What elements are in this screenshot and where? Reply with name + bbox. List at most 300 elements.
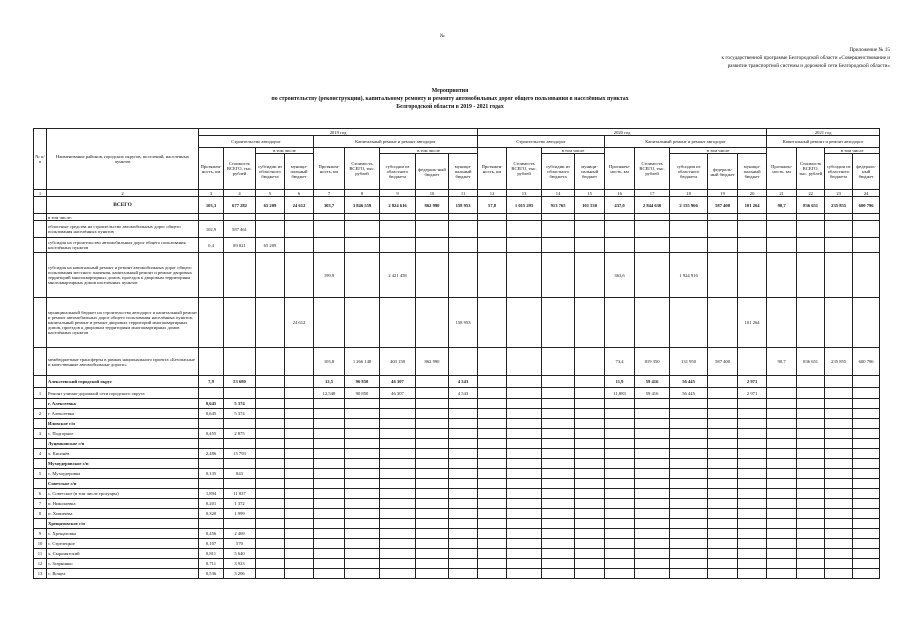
value-cell	[738, 539, 767, 549]
value-cell	[256, 559, 285, 569]
value-cell	[416, 459, 449, 469]
value-cell	[575, 509, 605, 519]
value-cell	[853, 214, 880, 221]
value-cell	[670, 479, 708, 489]
value-cell	[853, 569, 880, 579]
value-cell	[670, 419, 708, 429]
table-row	[34, 376, 880, 388]
value-cell	[825, 429, 853, 439]
value-cell: 0,645	[199, 399, 224, 409]
value-cell	[825, 479, 853, 489]
row-number-cell: 10	[34, 539, 47, 549]
value-cell	[507, 559, 542, 569]
value-cell	[285, 519, 314, 529]
value-cell: 843	[224, 469, 256, 479]
value-cell	[542, 499, 575, 509]
row-name-cell: Иловское с/п	[47, 419, 199, 429]
table-row	[34, 569, 880, 579]
value-cell	[605, 439, 635, 449]
value-cell	[380, 419, 416, 429]
value-cell	[605, 238, 635, 253]
value-cell	[605, 399, 635, 409]
value-cell	[314, 238, 345, 253]
value-cell	[507, 519, 542, 529]
value-cell	[797, 469, 825, 479]
value-cell	[345, 449, 380, 459]
value-cell	[416, 376, 449, 388]
value-cell: 46 307	[380, 376, 416, 388]
value-cell	[345, 469, 380, 479]
value-cell	[605, 221, 635, 238]
column-number-row	[34, 190, 880, 197]
measures-table	[33, 128, 880, 579]
value-cell	[256, 489, 285, 499]
value-cell: 862 990	[416, 197, 449, 214]
row-number-cell	[34, 519, 47, 529]
value-cell: 12,5	[314, 376, 345, 388]
value-cell	[478, 221, 507, 238]
value-cell	[314, 419, 345, 429]
value-cell	[314, 221, 345, 238]
value-cell	[670, 489, 708, 499]
value-cell	[767, 298, 797, 348]
row-number-cell	[34, 419, 47, 429]
value-cell	[605, 469, 635, 479]
value-cell	[314, 439, 345, 449]
value-cell	[853, 509, 880, 519]
value-cell	[797, 489, 825, 499]
value-cell	[380, 459, 416, 469]
value-cell	[285, 388, 314, 399]
value-cell	[256, 399, 285, 409]
value-cell	[575, 419, 605, 429]
value-cell	[345, 429, 380, 439]
value-cell	[478, 539, 507, 549]
value-cell	[314, 549, 345, 559]
value-cell	[345, 298, 380, 348]
value-cell	[478, 399, 507, 409]
value-cell: 2 469	[224, 529, 256, 539]
value-cell: 0,645	[199, 409, 224, 419]
value-cell	[670, 298, 708, 348]
value-cell	[285, 559, 314, 569]
value-cell: 0,811	[199, 549, 224, 559]
value-cell	[507, 529, 542, 539]
value-cell	[314, 529, 345, 539]
value-cell	[767, 559, 797, 569]
value-cell	[478, 569, 507, 579]
value-cell	[605, 449, 635, 459]
value-cell	[738, 429, 767, 439]
value-cell: 600 796	[853, 197, 880, 214]
appendix-note	[560, 46, 890, 70]
value-cell	[575, 569, 605, 579]
value-cell	[767, 539, 797, 549]
value-cell: 24 612	[285, 298, 314, 348]
value-cell: 913 765	[542, 197, 575, 214]
row-number-cell	[34, 253, 47, 298]
value-cell	[224, 459, 256, 469]
value-cell: 96 850	[345, 376, 380, 388]
value-cell	[708, 298, 738, 348]
value-cell	[635, 499, 670, 509]
column-number-cell: 12	[478, 190, 507, 197]
row-number-cell	[34, 399, 47, 409]
value-cell	[416, 298, 449, 348]
value-cell	[635, 298, 670, 348]
value-cell	[853, 238, 880, 253]
header-caprepair-2021: Капитальный ремонт и ремонт автодорог	[767, 136, 880, 148]
value-cell: 836 651	[797, 197, 825, 214]
value-cell	[853, 376, 880, 388]
row-name-cell: х. Сыромятский	[47, 549, 199, 559]
value-cell	[314, 559, 345, 569]
value-cell	[224, 388, 256, 399]
value-cell	[507, 253, 542, 298]
value-cell	[853, 449, 880, 459]
value-cell	[767, 569, 797, 579]
value-cell	[767, 419, 797, 429]
value-cell: 15 793	[224, 449, 256, 459]
value-cell	[797, 409, 825, 419]
value-cell	[416, 214, 449, 221]
value-cell	[449, 509, 478, 519]
value-cell	[575, 221, 605, 238]
value-cell	[797, 419, 825, 429]
value-cell	[416, 569, 449, 579]
table-row	[34, 549, 880, 559]
value-cell	[285, 238, 314, 253]
value-cell	[449, 499, 478, 509]
value-cell	[825, 499, 853, 509]
column-number-cell: 19	[708, 190, 738, 197]
value-cell	[478, 348, 507, 376]
value-cell	[416, 388, 449, 399]
value-cell	[542, 509, 575, 519]
value-cell	[345, 399, 380, 409]
value-cell: 1 924 916	[670, 253, 708, 298]
value-cell	[416, 221, 449, 238]
value-cell	[797, 499, 825, 509]
value-cell	[635, 238, 670, 253]
value-cell	[708, 509, 738, 519]
value-cell	[738, 214, 767, 221]
value-cell	[825, 569, 853, 579]
value-cell	[542, 238, 575, 253]
column-number-cell: 18	[670, 190, 708, 197]
value-cell	[507, 376, 542, 388]
value-cell	[285, 253, 314, 298]
value-cell	[542, 529, 575, 539]
value-cell	[825, 459, 853, 469]
value-cell	[767, 479, 797, 489]
value-cell	[345, 519, 380, 529]
header-cost: Стоимость ВСЕГО, тыс. рублей	[224, 148, 256, 190]
value-cell	[797, 399, 825, 409]
value-cell	[314, 298, 345, 348]
value-cell	[797, 429, 825, 439]
value-cell	[285, 569, 314, 579]
value-cell	[256, 469, 285, 479]
value-cell	[380, 469, 416, 479]
value-cell	[670, 519, 708, 529]
column-number-cell: 8	[345, 190, 380, 197]
value-cell	[507, 549, 542, 559]
value-cell	[224, 298, 256, 348]
value-cell	[285, 469, 314, 479]
column-number-cell: 4	[224, 190, 256, 197]
value-cell	[825, 509, 853, 519]
column-number-cell: 15	[575, 190, 605, 197]
value-cell	[635, 253, 670, 298]
row-name-cell: муниципальный бюджет на строительство автодорог и капитальный ремонт и ремонт автомобильных дорог общего пользования населённых пунктов, капитальный ремонт и ремонт дворовых территорий многоквартирных домов, проездов к дворовым территориям многоквартирных домов населённых пунктов	[47, 298, 199, 348]
value-cell	[314, 409, 345, 419]
value-cell	[416, 549, 449, 559]
value-cell: 587 400	[708, 348, 738, 376]
header-municipal: муници-пальный бюджет	[449, 154, 478, 190]
value-cell	[507, 429, 542, 439]
value-cell	[416, 409, 449, 419]
value-cell	[575, 253, 605, 298]
value-cell	[797, 253, 825, 298]
value-cell: 1 266 148	[345, 348, 380, 376]
value-cell	[256, 376, 285, 388]
value-cell	[449, 459, 478, 469]
value-cell	[825, 539, 853, 549]
value-cell	[478, 429, 507, 439]
value-cell	[542, 298, 575, 348]
value-cell	[345, 489, 380, 499]
value-cell	[285, 539, 314, 549]
value-cell	[853, 399, 880, 409]
value-cell	[708, 519, 738, 529]
value-cell	[542, 549, 575, 559]
value-cell	[285, 221, 314, 238]
value-cell	[670, 539, 708, 549]
value-cell	[825, 439, 853, 449]
value-cell	[507, 569, 542, 579]
value-cell	[199, 439, 224, 449]
row-number-cell: 6	[34, 489, 47, 499]
value-cell	[380, 449, 416, 459]
value-cell	[853, 469, 880, 479]
value-cell	[478, 449, 507, 459]
column-number-cell: 23	[825, 190, 853, 197]
value-cell: 199,9	[314, 253, 345, 298]
value-cell	[256, 214, 285, 221]
value-cell	[767, 549, 797, 559]
value-cell	[285, 439, 314, 449]
value-cell	[256, 449, 285, 459]
value-cell	[825, 469, 853, 479]
value-cell	[285, 499, 314, 509]
value-cell	[507, 479, 542, 489]
value-cell	[797, 221, 825, 238]
value-cell	[224, 479, 256, 489]
value-cell	[542, 376, 575, 388]
value-cell	[797, 376, 825, 388]
value-cell	[575, 499, 605, 509]
value-cell	[767, 469, 797, 479]
value-cell	[767, 529, 797, 539]
table-row	[34, 439, 880, 449]
value-cell	[478, 489, 507, 499]
value-cell	[635, 399, 670, 409]
header-including: в том числе	[542, 148, 605, 154]
value-cell: 90,7	[767, 197, 797, 214]
header-municipal: муници-пальный бюджет	[575, 154, 605, 190]
column-number-cell: 16	[605, 190, 635, 197]
value-cell: 819 350	[635, 348, 670, 376]
value-cell	[767, 449, 797, 459]
value-cell: 2 844 630	[635, 197, 670, 214]
value-cell	[416, 469, 449, 479]
value-cell	[767, 509, 797, 519]
value-cell	[797, 519, 825, 529]
header-year-2021: 2021 год	[767, 129, 880, 136]
value-cell	[542, 519, 575, 529]
value-cell	[738, 348, 767, 376]
row-name-cell: Ремонт улично-дорожной сети городского округа	[47, 388, 199, 399]
value-cell	[767, 439, 797, 449]
value-cell	[708, 499, 738, 509]
value-cell	[507, 221, 542, 238]
value-cell	[416, 539, 449, 549]
value-cell	[767, 388, 797, 399]
value-cell: 3 206	[224, 569, 256, 579]
header-length: Протяжен-ность, км	[605, 148, 635, 190]
header-caprepair-2019: Капитальный ремонт и ремонт автодорог	[314, 136, 478, 148]
value-cell	[635, 559, 670, 569]
header-cost: Стоимость ВСЕГО, тыс. рублей	[345, 148, 380, 190]
value-cell	[380, 439, 416, 449]
value-cell	[449, 569, 478, 579]
value-cell	[285, 399, 314, 409]
value-cell	[314, 499, 345, 509]
value-cell	[825, 298, 853, 348]
value-cell	[797, 479, 825, 489]
value-cell: 5 374	[224, 399, 256, 409]
header-cost: Стоимость ВСЕГО, тыс. рублей	[635, 148, 670, 190]
value-cell	[635, 214, 670, 221]
table-row	[34, 509, 880, 519]
value-cell	[449, 399, 478, 409]
value-cell	[314, 519, 345, 529]
value-cell: 65 209	[256, 238, 285, 253]
value-cell	[635, 539, 670, 549]
value-cell	[199, 419, 224, 429]
value-cell	[605, 489, 635, 499]
value-cell	[314, 489, 345, 499]
table-row	[34, 459, 880, 469]
row-number-cell: 2	[34, 409, 47, 419]
value-cell: 158 953	[449, 298, 478, 348]
value-cell	[256, 419, 285, 429]
value-cell	[635, 519, 670, 529]
value-cell	[575, 559, 605, 569]
row-name-cell: г. Алексеевка	[47, 399, 199, 409]
table-row	[34, 529, 880, 539]
value-cell	[708, 238, 738, 253]
value-cell	[507, 388, 542, 399]
value-cell	[285, 509, 314, 519]
value-cell	[449, 519, 478, 529]
column-number-cell: 3	[199, 190, 224, 197]
value-cell	[605, 499, 635, 509]
value-cell	[199, 348, 224, 376]
value-cell	[797, 449, 825, 459]
row-name-cell: областные средства на строительство автомобильных дорог общего пользования населённых пунктов	[47, 221, 199, 238]
header-construction-2019: Строительство автодорог	[199, 136, 314, 148]
value-cell	[670, 449, 708, 459]
value-cell	[507, 348, 542, 376]
value-cell	[670, 399, 708, 409]
value-cell	[542, 409, 575, 419]
header-year-2019: 2019 год	[199, 129, 478, 136]
value-cell	[380, 214, 416, 221]
table-row	[34, 348, 880, 376]
header-name: Наименование районов, городских округов, поселений, населенных пунктов	[47, 129, 199, 190]
value-cell	[738, 399, 767, 409]
value-cell: 1 015 295	[507, 197, 542, 214]
column-number-cell: 22	[797, 190, 825, 197]
value-cell: 0,135	[199, 469, 224, 479]
header-length: Протяжен-ность, км	[478, 148, 507, 190]
table-row	[34, 419, 880, 429]
value-cell	[605, 214, 635, 221]
value-cell	[380, 429, 416, 439]
value-cell	[797, 388, 825, 399]
value-cell	[345, 419, 380, 429]
value-cell	[853, 519, 880, 529]
value-cell	[670, 549, 708, 559]
value-cell	[605, 419, 635, 429]
value-cell	[670, 439, 708, 449]
row-number-cell	[34, 238, 47, 253]
value-cell	[767, 499, 797, 509]
column-number-cell: 5	[256, 190, 285, 197]
title-line: Белгородской области в 2019 - 2021 годах	[396, 104, 504, 110]
value-cell	[708, 459, 738, 469]
value-cell	[605, 569, 635, 579]
value-cell	[416, 238, 449, 253]
appendix-line: к государственной программе Белгородской области «Совершенствование и	[721, 55, 890, 61]
value-cell	[670, 559, 708, 569]
header-subsidy: субсидии из областного бюджета	[825, 154, 853, 190]
value-cell	[738, 449, 767, 459]
value-cell	[708, 376, 738, 388]
value-cell: 90,7	[767, 348, 797, 376]
value-cell	[708, 221, 738, 238]
value-cell: 73,4	[605, 348, 635, 376]
row-number-cell	[34, 197, 47, 214]
row-number-cell	[34, 479, 47, 489]
value-cell	[380, 479, 416, 489]
value-cell	[285, 348, 314, 376]
value-cell	[285, 479, 314, 489]
value-cell	[507, 469, 542, 479]
value-cell	[708, 539, 738, 549]
value-cell: 2 875	[224, 429, 256, 439]
value-cell	[449, 439, 478, 449]
value-cell	[542, 559, 575, 569]
value-cell	[738, 549, 767, 559]
value-cell: 7,9	[199, 376, 224, 388]
header-federal: федераль-ный бюджет	[416, 154, 449, 190]
value-cell	[478, 253, 507, 298]
value-cell	[542, 419, 575, 429]
value-cell	[853, 559, 880, 569]
